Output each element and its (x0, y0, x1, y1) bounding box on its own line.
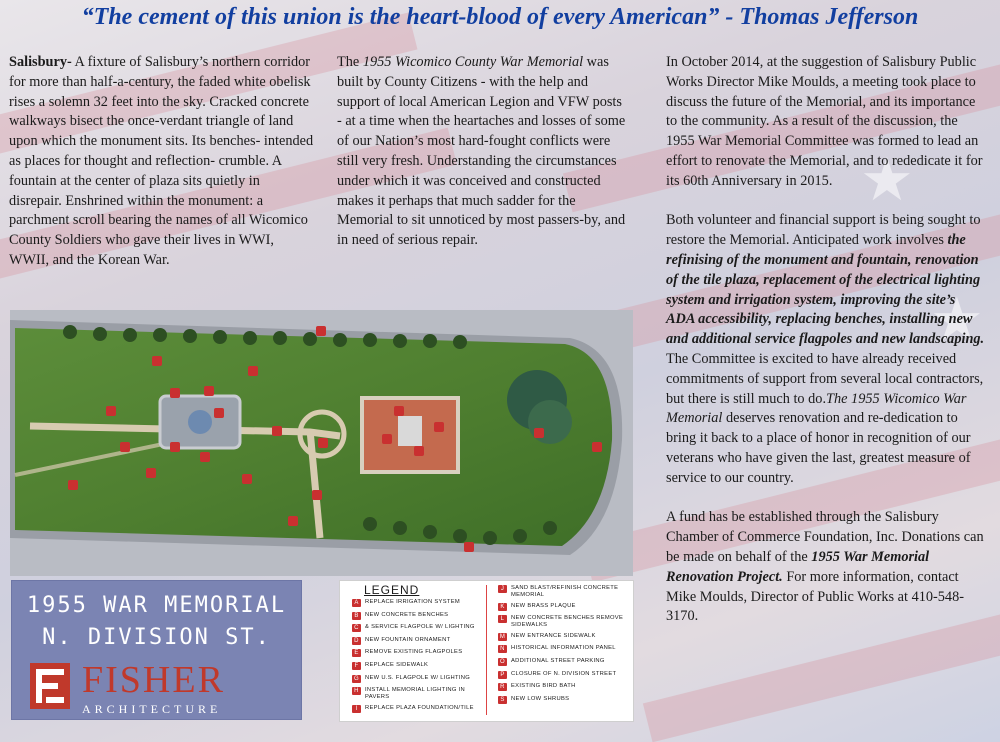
project-title-box (11, 580, 302, 720)
article-column-2 (337, 53, 629, 251)
legend-label: REPLACE SIDEWALK (365, 661, 429, 668)
legend-item (498, 696, 630, 704)
legend-letter: C (352, 624, 361, 632)
article-column-1 (9, 53, 314, 271)
legend-letter: A (352, 599, 361, 607)
legend-label: REMOVE EXISTING FLAGPOLES (365, 649, 463, 656)
legend-letter: S (498, 696, 507, 704)
star-icon: ★ (860, 147, 914, 213)
company-name: FISHER (82, 659, 225, 701)
legend-label: NEW ENTRANCE SIDEWALK (511, 632, 596, 639)
legend-letter: J (498, 585, 507, 593)
legend-label: NEW CONCRETE BENCHES REMOVE SIDEWALKS (511, 615, 624, 628)
legend-item (498, 671, 630, 679)
legend-item (352, 675, 484, 683)
legend-label: NEW U.S. FLAGPOLE W/ LIGHTING (365, 674, 471, 681)
legend-label: REPLACE IRRIGATION SYSTEM (365, 599, 461, 605)
project-title: 1955 WAR MEMORIAL (26, 593, 287, 618)
legend-letter: G (352, 675, 361, 683)
legend-label: SAND BLAST/REFINISH CONCRETE MEMORIAL (511, 585, 619, 598)
legend-item (352, 624, 484, 632)
legend-letter: L (498, 615, 507, 623)
legend-title: LEGEND (364, 583, 420, 597)
project-location: N. DIVISION ST. (42, 625, 271, 650)
site-plan-image (10, 310, 633, 576)
legend-item (498, 645, 630, 653)
headline-quote: “The cement of this union is the heart-blood of every American” - Thomas Jefferson (81, 4, 919, 30)
legend-letter: P (498, 671, 507, 679)
legend-label: NEW CONCRETE BENCHES (365, 611, 449, 618)
legend-label: EXISTING BIRD BATH (511, 683, 576, 690)
legend-item (498, 615, 630, 628)
legend-item (352, 637, 484, 645)
legend-letter: H (352, 687, 361, 695)
legend-item (352, 687, 484, 700)
p3-project-name: 1955 War Memorial Renovation Project. (666, 548, 930, 585)
legend-item (352, 599, 484, 607)
legend-letter: M (499, 633, 506, 640)
legend-letter: F (352, 662, 361, 670)
legend-item (498, 633, 630, 641)
legend-item (498, 585, 630, 598)
star-icon: ★ (930, 287, 984, 353)
legend-letter: E (352, 649, 361, 657)
legend-letter: O (498, 658, 507, 666)
p3-pre: A fund has be established through the Salisbury Chamber of Commerce Foundation, Inc. Donations can be made on behalf of the (666, 509, 984, 565)
p2-memorial-name: The 1955 Wicomico War Memorial (666, 390, 967, 427)
legend-item (352, 662, 484, 670)
col3-paragraph-3 (666, 508, 986, 627)
company-subtitle: ARCHITECTURE (82, 702, 222, 716)
legend-label: REPLACE PLAZA FOUNDATION/TILE (365, 704, 474, 711)
legend-item (352, 705, 484, 713)
p2-pre: Both volunteer and financial support is being sought to restore the Memorial. Anticipated work involves (666, 212, 981, 249)
legend-label: & SERVICE FLAGPOLE W/ LIGHTING (365, 624, 475, 631)
legend-letter: R (498, 683, 507, 691)
legend-letter: K (498, 603, 507, 611)
legend-letter: N (498, 645, 507, 653)
p3-post: For more information, contact Mike Moulds, Director of Public Works at 410-548-3170. (666, 568, 964, 625)
legend-item (498, 683, 630, 691)
legend-label: INSTALL MEMORIAL LIGHTING IN PAVERS (365, 687, 465, 700)
col3-paragraph-2 (666, 211, 986, 488)
legend-item (352, 612, 484, 620)
p2-work-list: the refinising of the monument and fountain, renovation of the tile plaza, replacement of the electrical lighting system and irrigation system, improving the site’s ADA accessibility, replacing benches, installing new and additional service flagpoles and new landscaping. (666, 232, 985, 348)
legend-item (352, 649, 484, 657)
legend-label: ADDITIONAL STREET PARKING (511, 657, 605, 664)
legend-letter: D (352, 637, 361, 645)
col3-paragraph-1: In October 2014, at the suggestion of Salisbury Public Works Director Mike Moulds, a meeting took place to discuss the future of the Memorial, and its importance to the community. As a result of the discussion, the 1955 War Memorial Committee was formed to lead an effort to renovate the Memorial, and to rededicate it for its 60th Anniversary in 2015. (666, 54, 983, 189)
fisher-logo-icon (30, 663, 70, 709)
site-plan-drawing (10, 310, 633, 576)
legend-label: HISTORICAL INFORMATION PANEL (511, 645, 616, 652)
article-column-3 (666, 53, 986, 627)
plan-legend (339, 580, 634, 722)
legend-label: NEW LOW SHRUBS (511, 695, 570, 702)
legend-column-left (352, 599, 484, 717)
legend-label: NEW FOUNTAIN ORNAMENT (365, 636, 451, 643)
legend-label: CLOSURE OF N. DIVISION STREET (511, 670, 617, 677)
legend-letter: B (352, 612, 361, 620)
col2-text: was built by County Citizens - with the help and support of local American Legion and VFW posts - at a time when the heartaches and losses of some of our Nation’s most hard-fought conflicts were still very fresh. Understanding the circumstances under which it was conceived and constructed makes it perhaps that much sadder for the Memorial to sit unnoticed by most passers-by, and in need of serious repair. (337, 54, 626, 249)
legend-item (498, 658, 630, 666)
p2-post: deserves renovation and re-dedication to bring it back to a place of honor in recognition of our veterans who have given the last, greatest measure of service to our country. (666, 410, 971, 486)
col2-memorial-name: 1955 Wicomico County War Memorial (362, 54, 584, 70)
legend-label: NEW BRASS PLAQUE (511, 602, 576, 609)
col2-pre: The (337, 54, 363, 70)
legend-divider (486, 585, 487, 715)
col1-text: A fixture of Salisbury’s northern corridor for more than half-a-century, the faded white obelisk rises a solemn 32 feet into the sky. Cracked concrete walkways bisect the once-verdant triangle of land upon which the monument sits. Its benches- intended as places for thought and reflection- crumble. A fountain at the center of plaza sits quietly in disrepair. Enshrined within the monument: a parchment scroll bearing the names of all Wicomico County Soldiers who gave their lives in WWI, WWII, and the Korean War. (9, 54, 314, 268)
legend-item (498, 603, 630, 611)
legend-column-right (498, 585, 630, 708)
legend-letter: I (352, 705, 361, 713)
lead-word: Salisbury- (9, 54, 72, 70)
p2-mid: The Committee is excited to have already received commitments of support from several local contractors, but there is still much to do. (666, 350, 984, 407)
